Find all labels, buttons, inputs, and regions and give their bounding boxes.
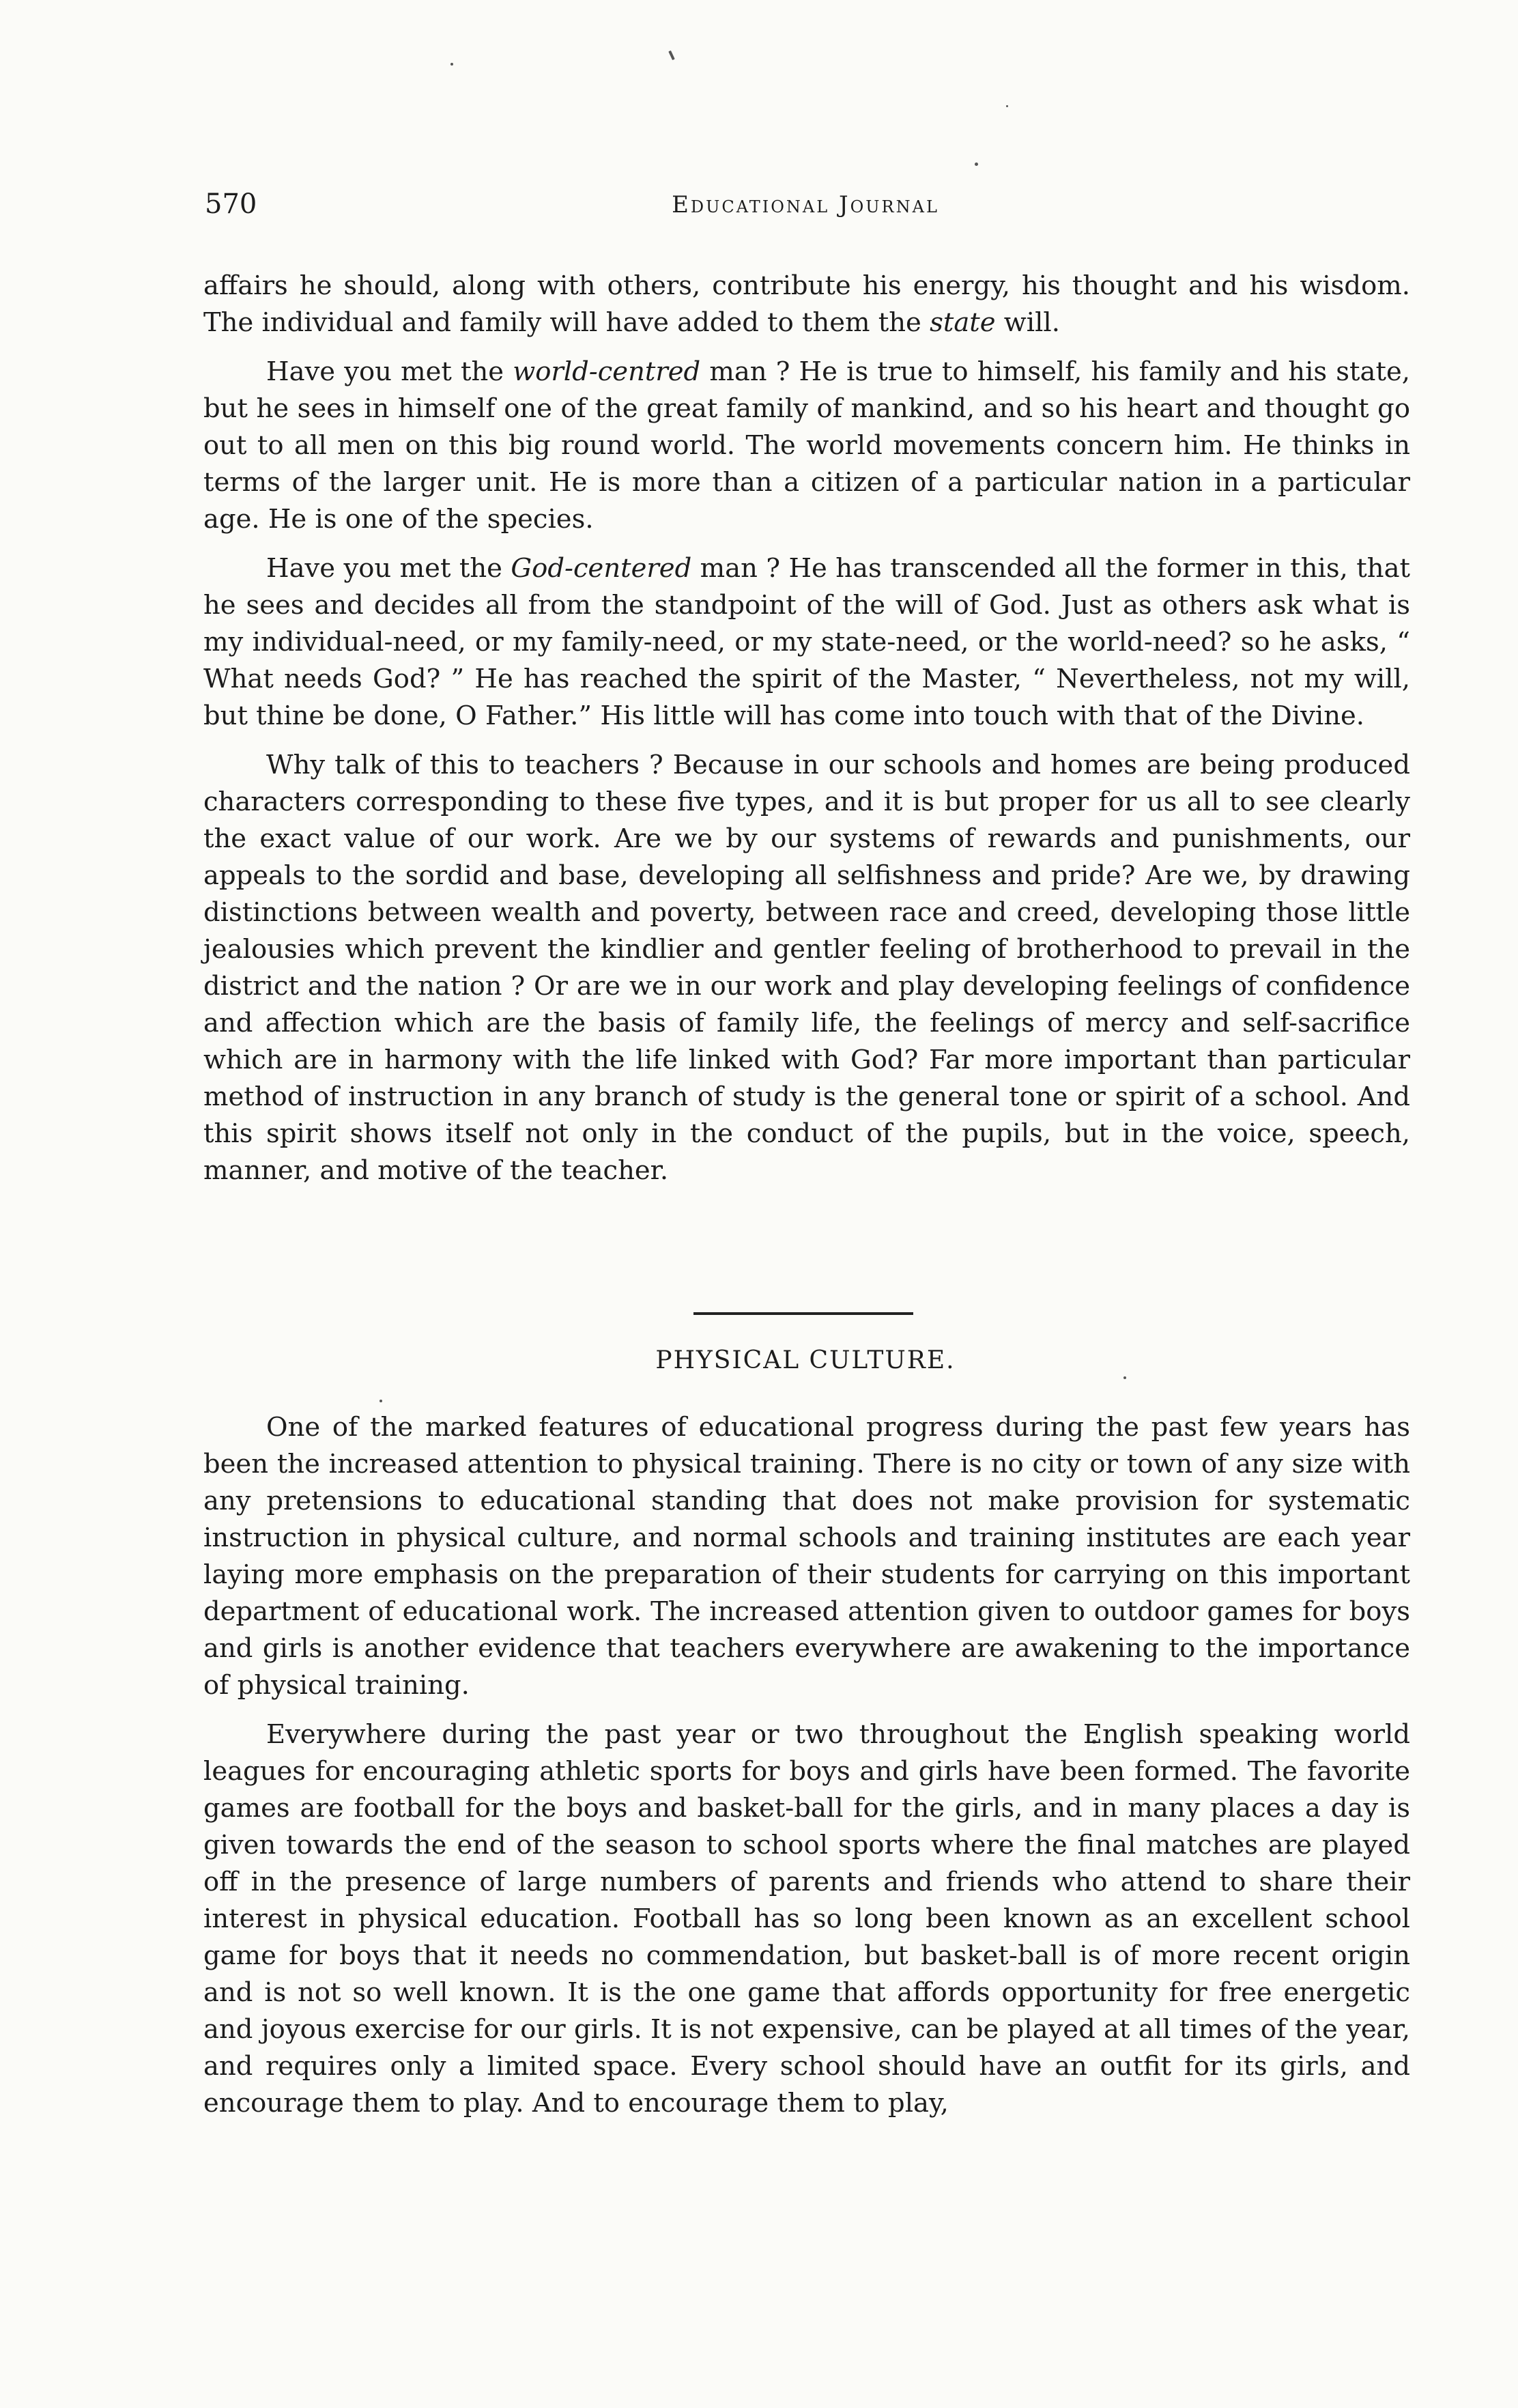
paragraph: Why talk of this to teachers ? Because in our schools and homes are being produced characters corresponding to these five types, and it is but proper for us all to see clearly the exact value of our work. Are we by our systems of rewards and punishments, our appeals to the sordid and base, developing all selfishness and pride? Are we, by drawing distinctions between wealth and poverty, between race and creed, developing those little jealousies which prevent the kindlier and gentler feeling of brotherhood to prevail in the district and the nation ? Or are we in our work and play developing feelings of confidence and affection which are the basis of family life, the feelings of mercy and self-sacrifice which are in harmony with the life linked with God? Far more important than particular method of instruction in any branch of study is the general tone or spirit of a school. And this spirit shows itself not only in the conduct of the pupils, but in the voice, speech, manner, and motive of the teacher. — [203, 750, 1410, 1186]
paragraph: affairs he should, along with others, contribute his energy, his thought and his wisdom. The individual and family will have added to them the state will. — [203, 270, 1410, 338]
print-speck — [1006, 105, 1008, 107]
physical-culture-article — [203, 1409, 1410, 2134]
print-speck — [380, 1400, 382, 1402]
print-speck — [975, 162, 978, 166]
print-speck — [668, 51, 675, 60]
journal-title: Educational Journal — [672, 191, 939, 218]
section-title: PHYSICAL CULTURE. — [655, 1346, 956, 1374]
emphasis: God-centered — [511, 553, 692, 584]
paragraph: Everywhere during the past year or two throughout the English speaking world leagues for encouraging athletic sports for boys and girls have been formed. The favorite games are football for the boys and basket-ball for the girls, and in many places a day is given towards the end of the season to school sports where the final matches are played off in the presence of large numbers of parents and friends who attend to share their interest in physical education. Football has so long been known as an excellent school game for boys that it needs no commendation, but basket-ball is of more recent origin and is not so well known. It is the one game that affords opportunity for free energetic and joyous exercise for our girls. It is not expensive, can be played at all times of the year, and requires only a limited space. Every school should have an outfit for its girls, and encourage them to play. And to encourage them to play, — [203, 1719, 1410, 2119]
section-divider — [693, 1312, 913, 1315]
emphasis: state — [930, 307, 996, 338]
print-speck — [1123, 1376, 1126, 1379]
page-number: 570 — [205, 188, 257, 220]
article-continuation — [203, 268, 1410, 1202]
paragraph: Have you met the God-centered man ? He has transcended all the former in this, that he sees and decides all from the standpoint of the will of God. Just as others ask what is my individual-need, or my family-need, or my state-need, or the world-need? so he asks, “ What needs God? ” He has reached the spirit of the Master, “ Nevertheless, not my will, but thine be done, O Father.” His little will has come into touch with that of the Divine. — [203, 553, 1410, 731]
paragraph: One of the marked features of educational progress during the past few years has been the increased attention to physical training. There is no city or town of any size with any pretensions to educational standing that does not make provision for systematic instruction in physical culture, and normal schools and training institutes are each year laying more emphasis on the preparation of their students for carrying on this important department of educational work. The increased attention given to outdoor games for boys and girls is another evidence that teachers everywhere are awakening to the importance of physical training. — [203, 1412, 1410, 1701]
running-head — [205, 188, 1406, 229]
paragraph: Have you met the world-centred man ? He is true to himself, his family and his state, but he sees in himself one of the great family of mankind, and so his heart and thought go out to all men on this big round world. The world movements concern him. He thinks in terms of the larger unit. He is more than a citizen of a particular nation in a particular age. He is one of the species. — [203, 356, 1410, 535]
emphasis: world-centred — [513, 356, 701, 387]
print-speck — [450, 63, 453, 66]
